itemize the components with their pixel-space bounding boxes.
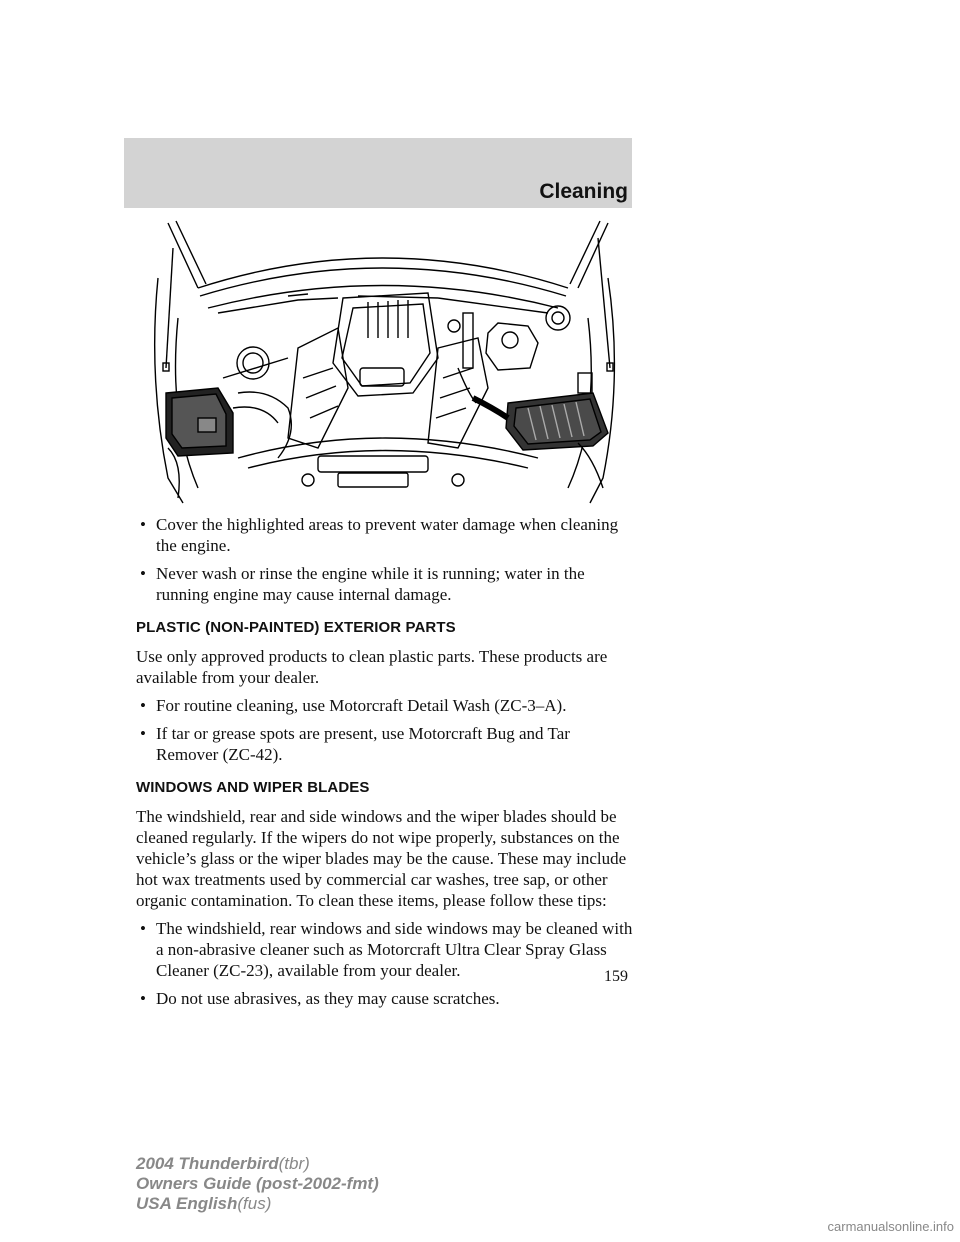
bullet-text: For routine cleaning, use Motorcraft Detail Wash (ZC-3–A). (156, 696, 567, 715)
engine-compartment-diagram (138, 218, 628, 508)
footer-model-code: (tbr) (278, 1154, 310, 1173)
footer-language: USA English (136, 1194, 238, 1213)
bullet-text: The windshield, rear windows and side windows may be cleaned with a non-abrasive cleaner such as Motorcraft Ultra Clear Spray Glass Cleaner (ZC-23), available from your dealer. (156, 919, 633, 980)
list-item (136, 988, 636, 1009)
list-item (136, 695, 636, 716)
bullet-text: Cover the highlighted areas to prevent water damage when cleaning the engine. (156, 515, 619, 555)
list-item (136, 563, 636, 605)
bullet-marker: • (140, 989, 146, 1008)
list-item (136, 918, 636, 981)
section-title: Cleaning (539, 180, 628, 203)
bullet-marker: • (140, 564, 146, 583)
footer-language-code: (fus) (237, 1194, 272, 1213)
bullet-text: Never wash or rinse the engine while it is running; water in the running engine may cause internal damage. (156, 564, 585, 604)
bullet-marker: • (140, 919, 146, 938)
list-item (136, 723, 636, 765)
bullet-marker: • (140, 515, 146, 534)
footer-model: 2004 Thunderbird (136, 1154, 279, 1173)
list-item (136, 514, 636, 556)
plastic-parts-intro: Use only approved products to clean plastic parts. These products are available from your dealer. (136, 647, 608, 687)
bullet-text: Do not use abrasives, as they may cause scratches. (156, 989, 500, 1008)
footer-guide: Owners Guide (post-2002-fmt) (136, 1174, 379, 1193)
page-number: 159 (604, 968, 628, 985)
windows-wipers-heading: WINDOWS AND WIPER BLADES (136, 779, 370, 796)
watermark: carmanualsonline.info (827, 1219, 954, 1234)
page-body (136, 514, 636, 1016)
section-header (124, 138, 632, 208)
bullet-marker: • (140, 724, 146, 743)
windows-wipers-intro: The windshield, rear and side windows and the wiper blades should be cleaned regularly. If the wipers do not wipe properly, substances on the vehicle’s glass or the wiper blades may be the cause. These may include hot wax treatments used by commercial car washes, tree sap, or other organic contamination. To clean these items, please follow these tips: (136, 807, 627, 910)
bullet-marker: • (140, 696, 146, 715)
bullet-text: If tar or grease spots are present, use Motorcraft Bug and Tar Remover (ZC-42). (156, 724, 570, 764)
plastic-parts-heading: PLASTIC (NON-PAINTED) EXTERIOR PARTS (136, 619, 456, 636)
document-footer (136, 1154, 379, 1214)
